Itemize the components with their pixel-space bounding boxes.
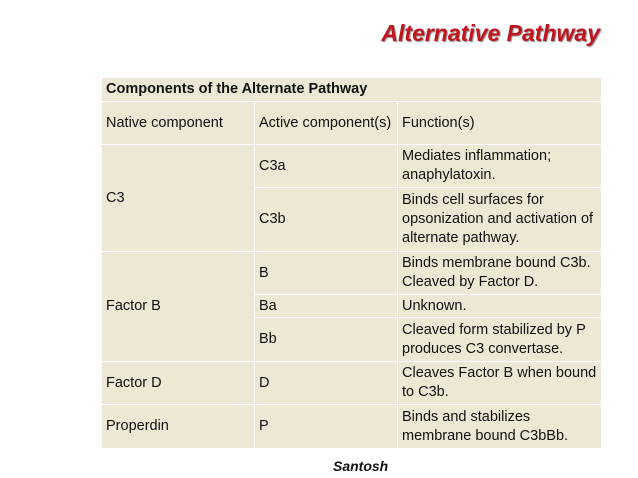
- function-cell: Cleaves Factor B when bound to C3b.: [398, 362, 602, 405]
- active-component-cell: C3a: [255, 145, 398, 188]
- header-functions: Function(s): [398, 102, 602, 145]
- components-table: [101, 77, 602, 449]
- footer-author: Santosh: [333, 458, 389, 474]
- function-cell: Binds and stabilizes membrane bound C3bBb.: [398, 405, 602, 449]
- active-component-cell: Bb: [255, 318, 398, 362]
- header-active-components: Active component(s): [255, 102, 398, 145]
- header-native-component: Native component: [102, 102, 255, 145]
- table-row: [102, 145, 602, 188]
- function-cell: Binds cell surfaces for opsonization and activation of alternate pathway.: [398, 188, 602, 252]
- native-component-cell: C3: [102, 145, 255, 252]
- table-caption-row: [102, 78, 602, 102]
- table-row: [102, 405, 602, 449]
- active-component-cell: C3b: [255, 188, 398, 252]
- function-cell: Binds membrane bound C3b. Cleaved by Factor D.: [398, 252, 602, 295]
- active-component-cell: B: [255, 252, 398, 295]
- native-component-cell: Factor D: [102, 362, 255, 405]
- table-row: [102, 252, 602, 295]
- native-component-cell: Properdin: [102, 405, 255, 449]
- function-cell: Unknown.: [398, 295, 602, 318]
- active-component-cell: Ba: [255, 295, 398, 318]
- active-component-cell: P: [255, 405, 398, 449]
- native-component-cell: Factor B: [102, 252, 255, 362]
- function-cell: Cleaved form stabilized by P produces C3 convertase.: [398, 318, 602, 362]
- slide-title: Alternative Pathway: [381, 20, 600, 46]
- function-cell: Mediates inflammation; anaphylatoxin.: [398, 145, 602, 188]
- table-caption: Components of the Alternate Pathway: [102, 78, 602, 102]
- active-component-cell: D: [255, 362, 398, 405]
- table-header-row: [102, 102, 602, 145]
- table-row: [102, 362, 602, 405]
